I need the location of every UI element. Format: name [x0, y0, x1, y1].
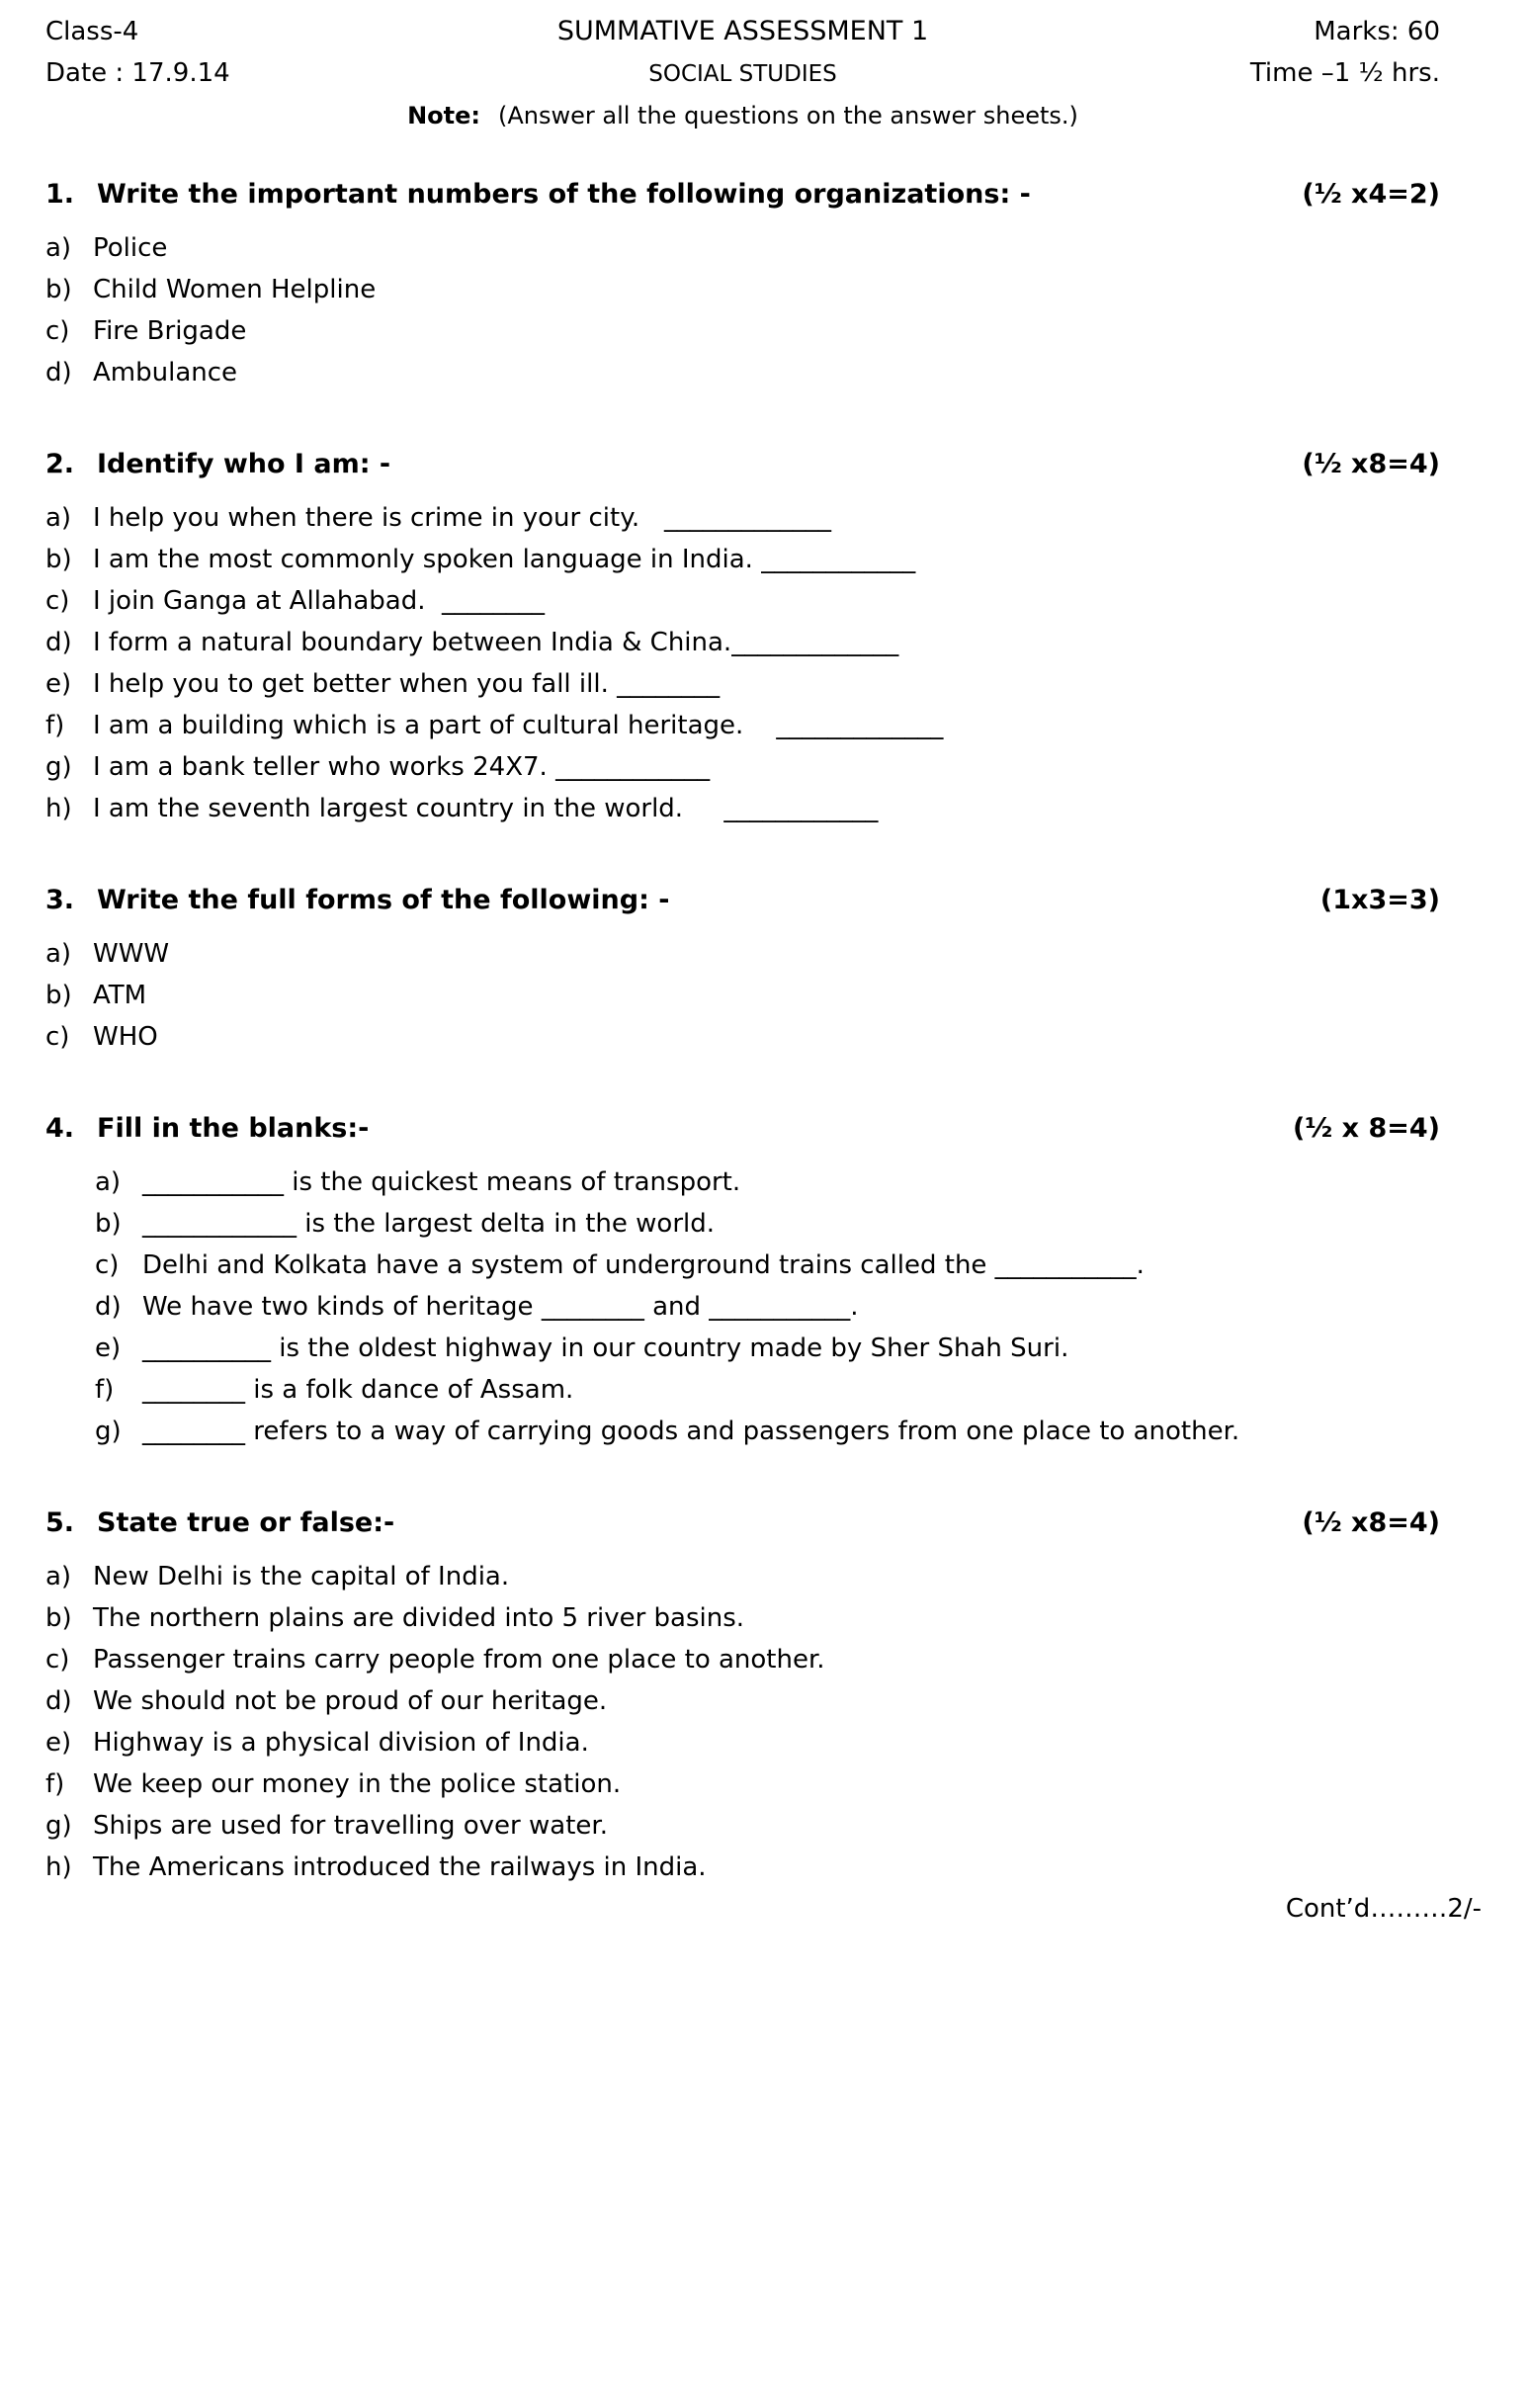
- question-title: Identify who I am: -: [97, 449, 391, 479]
- question-1-items: [45, 233, 1440, 387]
- item-label: c): [95, 1250, 120, 1280]
- question-1: [45, 179, 1440, 387]
- list-item: [45, 1562, 1440, 1591]
- marks-total: Marks: 60: [1314, 17, 1440, 46]
- question-marks: (½ x8=4): [1302, 449, 1440, 479]
- subject-name: SOCIAL STUDIES: [648, 61, 837, 87]
- item-label: g): [45, 1811, 72, 1841]
- list-item: [45, 669, 1440, 699]
- item-label: a): [45, 939, 72, 969]
- item-label: f): [45, 1769, 65, 1799]
- question-1-header: [45, 179, 1440, 210]
- paper-title: SUMMATIVE ASSESSMENT 1: [556, 16, 929, 46]
- item-text: Child Women Helpline: [93, 275, 377, 304]
- list-item: [45, 358, 1440, 387]
- list-item: [45, 1852, 1440, 1882]
- question-number: 3.: [45, 885, 75, 915]
- list-item: [45, 1645, 1440, 1675]
- item-label: d): [45, 1686, 72, 1716]
- question-marks: (1x3=3): [1319, 885, 1440, 915]
- list-item: [45, 316, 1440, 346]
- item-text: I am the seventh largest country in the world. ____________: [93, 794, 879, 823]
- item-text: The northern plains are divided into 5 river basins.: [93, 1603, 745, 1633]
- item-text: We have two kinds of heritage ________ and ___________.: [142, 1292, 859, 1322]
- list-item: [95, 1167, 1440, 1197]
- item-text: Police: [93, 233, 168, 263]
- list-item: [95, 1417, 1440, 1446]
- list-item: [45, 1769, 1440, 1799]
- question-2-header: [45, 449, 1440, 479]
- item-text: I help you to get better when you fall ill. ________: [93, 669, 721, 699]
- item-text: Fire Brigade: [93, 316, 247, 346]
- question-marks: (½ x8=4): [1302, 1507, 1440, 1538]
- item-text: I am a bank teller who works 24X7. ____________: [93, 752, 711, 782]
- list-item: [95, 1333, 1440, 1363]
- item-label: d): [45, 628, 72, 657]
- list-item: [95, 1375, 1440, 1405]
- item-label: b): [45, 1603, 72, 1633]
- item-label: c): [45, 316, 70, 346]
- list-item: [45, 503, 1440, 533]
- time-allowed: Time –1 ½ hrs.: [1249, 58, 1440, 88]
- item-label: b): [45, 981, 72, 1010]
- question-title: Write the full forms of the following: -: [97, 885, 670, 915]
- item-text: Passenger trains carry people from one place to another.: [93, 1645, 825, 1675]
- item-label: d): [45, 358, 72, 387]
- question-2: [45, 449, 1440, 823]
- item-label: f): [45, 711, 65, 740]
- list-item: [45, 545, 1440, 574]
- item-text: Delhi and Kolkata have a system of underground trains called the ___________.: [142, 1250, 1145, 1280]
- list-item: [45, 586, 1440, 616]
- item-text: WHO: [93, 1022, 158, 1052]
- item-label: g): [45, 752, 72, 782]
- list-item: [45, 1811, 1440, 1841]
- item-text: I join Ganga at Allahabad. ________: [93, 586, 545, 616]
- list-item: [95, 1209, 1440, 1239]
- note-text: (Answer all the questions on the answer sheets.): [498, 102, 1078, 129]
- question-3-items: [45, 939, 1440, 1052]
- question-title: Fill in the blanks:-: [97, 1113, 370, 1144]
- list-item: [45, 233, 1440, 263]
- item-label: a): [45, 233, 72, 263]
- item-label: b): [45, 545, 72, 574]
- item-text: We keep our money in the police station.: [93, 1769, 622, 1799]
- item-text: ________ is a folk dance of Assam.: [142, 1375, 574, 1405]
- item-text: ___________ is the quickest means of transport.: [142, 1167, 741, 1197]
- item-label: c): [45, 1645, 70, 1675]
- list-item: [45, 794, 1440, 823]
- item-text: WWW: [93, 939, 170, 969]
- item-label: a): [95, 1167, 122, 1197]
- item-label: e): [45, 669, 72, 699]
- question-4-items: [45, 1167, 1440, 1446]
- item-label: a): [45, 503, 72, 533]
- item-label: f): [95, 1375, 115, 1405]
- list-item: [95, 1292, 1440, 1322]
- question-2-items: [45, 503, 1440, 823]
- item-label: d): [95, 1292, 122, 1322]
- item-text: I am the most commonly spoken language in India. ____________: [93, 545, 916, 574]
- question-marks: (½ x4=2): [1302, 179, 1440, 210]
- item-label: g): [95, 1417, 122, 1446]
- question-number: 4.: [45, 1113, 75, 1144]
- list-item: [45, 628, 1440, 657]
- instructions-note: [45, 102, 1440, 129]
- list-item: [45, 1686, 1440, 1716]
- question-3: [45, 885, 1440, 1052]
- list-item: [45, 1022, 1440, 1052]
- item-text: We should not be proud of our heritage.: [93, 1686, 608, 1716]
- question-title: State true or false:-: [97, 1507, 395, 1538]
- question-title: Write the important numbers of the following organizations: -: [97, 179, 1031, 210]
- list-item: [45, 275, 1440, 304]
- question-5: [45, 1507, 1440, 1882]
- item-label: h): [45, 1852, 72, 1882]
- question-5-header: [45, 1507, 1440, 1538]
- list-item: [45, 939, 1440, 969]
- item-text: ________ refers to a way of carrying goods and passengers from one place to another.: [142, 1417, 1240, 1446]
- question-number: 2.: [45, 449, 75, 479]
- item-text: I am a building which is a part of cultural heritage. _____________: [93, 711, 944, 740]
- class-label: Class-4: [45, 17, 139, 46]
- list-item: [45, 1728, 1440, 1758]
- question-number: 1.: [45, 179, 75, 210]
- question-4-header: [45, 1113, 1440, 1144]
- item-text: The Americans introduced the railways in India.: [93, 1852, 707, 1882]
- list-item: [95, 1250, 1440, 1280]
- item-label: c): [45, 1022, 70, 1052]
- question-3-header: [45, 885, 1440, 915]
- item-text: ATM: [93, 981, 147, 1010]
- list-item: [45, 711, 1440, 740]
- question-4: [45, 1113, 1440, 1446]
- continued-note: Cont’d………2/-: [1285, 1894, 1482, 1924]
- item-text: ____________ is the largest delta in the world.: [142, 1209, 715, 1239]
- item-text: Highway is a physical division of India.: [93, 1728, 589, 1758]
- question-5-items: [45, 1562, 1440, 1882]
- exam-date: Date : 17.9.14: [45, 58, 230, 88]
- item-label: b): [95, 1209, 122, 1239]
- note-label: Note:: [407, 102, 480, 129]
- item-label: e): [95, 1333, 122, 1363]
- item-label: e): [45, 1728, 72, 1758]
- list-item: [45, 1603, 1440, 1633]
- item-label: h): [45, 794, 72, 823]
- item-label: c): [45, 586, 70, 616]
- item-label: b): [45, 275, 72, 304]
- question-number: 5.: [45, 1507, 75, 1538]
- item-text: __________ is the oldest highway in our country made by Sher Shah Suri.: [142, 1333, 1069, 1363]
- item-text: I form a natural boundary between India & China._____________: [93, 628, 899, 657]
- list-item: [45, 981, 1440, 1010]
- item-text: Ambulance: [93, 358, 238, 387]
- item-text: Ships are used for travelling over water.: [93, 1811, 608, 1841]
- item-label: a): [45, 1562, 72, 1591]
- question-marks: (½ x 8=4): [1292, 1113, 1440, 1144]
- item-text: I help you when there is crime in your city. _____________: [93, 503, 831, 533]
- list-item: [45, 752, 1440, 782]
- item-text: New Delhi is the capital of India.: [93, 1562, 510, 1591]
- paper-header: [45, 16, 1440, 88]
